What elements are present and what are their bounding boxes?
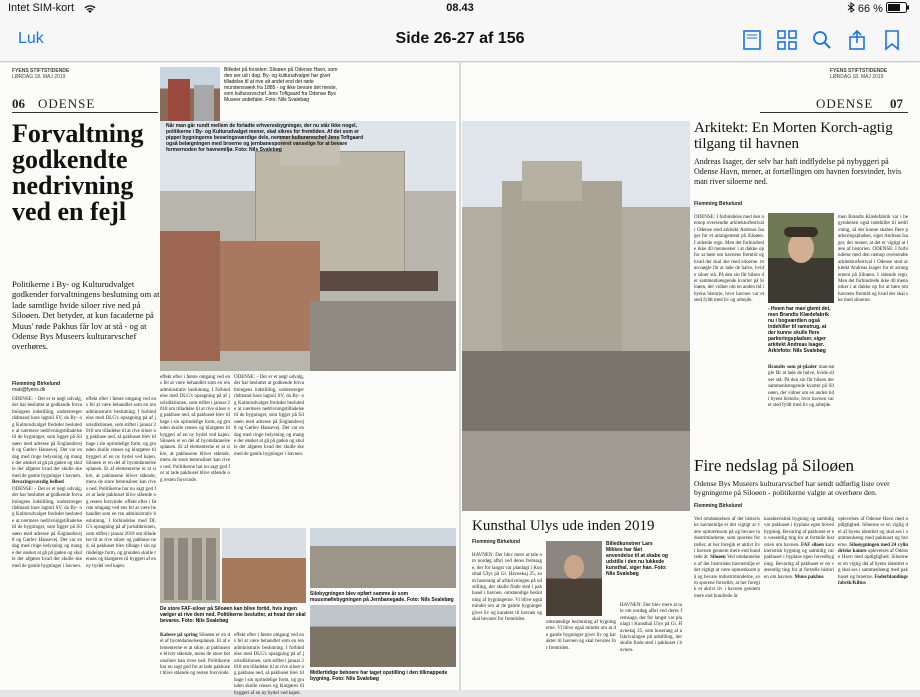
article-col-3 xyxy=(160,375,230,525)
kunsthal-text-4: HAVNEN: Der blev mere at tale om nordøg afbri ved deres fremsage, der for langst var planlagt i Kunsthal Ulys på Gl. Havnekaj 25, som huserang af afskrivningen på udstilling, der skulle finde sted i pakhuset i havnen. xyxy=(620,603,682,653)
arkitekt-deck: Andreas Isager, der selv har haft indflydelse på nybyggeri på Odense Havn, mener, at fortællingen om havnen forsvinder, hvis man river siloerne ned. xyxy=(694,157,902,186)
kunsthal-text-2: omstændige beslutning af bygningerne. Vi blive også mindet om at de gamle bygninger giver liv og karakter til havnen og skal bevares for fremtiden. xyxy=(472,591,542,623)
fire-text-3: oplevelses af Odense Havn med opdigtighed. Siloerne er en vigtig del af byens identitet og skal ses i sammenhæng med pakhuset og broerne. xyxy=(838,517,908,548)
main-photo xyxy=(160,121,456,371)
silo-photo-3 xyxy=(310,528,456,588)
thumbnail-photo xyxy=(160,67,220,121)
arkitekt-col-2 xyxy=(768,365,834,455)
search-icon[interactable] xyxy=(810,28,834,52)
silo-photo-2 xyxy=(222,528,306,603)
kunsthal-text-1: HAVNEN: Der blev mere at tale om nordøg afbri ved deres fremsage, der for langst var planlagt i Kunsthal Ulys på Gl. Havnekaj 25, som huserang af afskrivningen på udstilling, der skulle finde sted i pakhuset i havnen. xyxy=(472,553,542,597)
silo-photo-caption: De store FAF-siloer på Siloøen kan blive fortid, hvis ingen vælger at rive dem ned. Politikerne beslutter, at hvad der skal bevares. Foto: Nils Svalebøg xyxy=(160,606,306,624)
page-number-right: 07 xyxy=(890,96,903,111)
arkitekt-headline: Arkitekt: En Morten Korch-agtig tilgang til havnen xyxy=(694,120,893,152)
arkitekt-portrait xyxy=(768,213,834,303)
arkitekt-text-2: man-nøgle får at lade de halve, hvide siloer stå. På den sin får hilsen der sammenhængende kvarter på Siloøen, der vidner om en anden tid i byens historie, hvor havnen var et sted fyldt med liv og arbejde. xyxy=(694,259,765,304)
fire-text-2b: karakteristisk bygning og samtidig var pakhuset i byplans egen hovedbygning. Bevaring af pakhuset er en væsentlig ting for at fortælle historien om havnen. xyxy=(764,542,835,580)
fire-nedslag-byline: Flemming Birkelund xyxy=(694,503,743,509)
kunsthal-col-2 xyxy=(546,620,616,688)
subhead-faf: FAF siloen xyxy=(800,542,824,548)
main-photo-right xyxy=(462,121,690,511)
main-headline: Forvaltning godkendte nedrivning ved en fejl xyxy=(12,119,144,226)
arkitekt-portrait-caption: - Hvem har man glemt det, men Brandts Klædefabrik nu i bogværdien også indehiller til ramstrug, at der kunne skulle flere parkeringspladser, siger arkitekt Andreas Isager. Arkivfoto: Nils Svalebøg xyxy=(768,306,831,354)
article-col-5 xyxy=(160,633,230,688)
fire-col-3 xyxy=(838,517,908,688)
navigation-bar xyxy=(0,18,920,62)
article-text-3c: Siloøen er en del af byomdannelsesplanen. Et af elementerne er at sikre, at pakhusene bliver stående, mens de store betonsiloer kan rives ned. Politikerne har nu sagt god for at lade pakhuset blive stående og resten forsvinde. xyxy=(160,633,230,677)
silo-caption-3: Midlertidige beboere har taget opstilling i den tilknappede bygning. Foto: Nils Svalebøg xyxy=(310,670,448,682)
fire-text-1: Ved omdannelsen af det historiske havnemiljø er det vigtigt at være opmærksom på og bevare industriminderne, som sporene fortæller, at her foregik et aktivt liv i havnen gennem mere end hundrede år. xyxy=(694,517,760,561)
kunsthal-text-3: omstændige beslutning af bygningerne. Vi blive også mindet om at de gamle bygninger giver liv og karakter til havnen og skal bevares for fremtiden. xyxy=(546,620,616,651)
rule-right xyxy=(760,112,908,113)
article-col-6 xyxy=(234,633,304,696)
subhead-silobygning: Siloøygningen med 24 cylindriske kamre xyxy=(838,542,908,555)
wifi-icon xyxy=(84,4,96,14)
article-text-1c: ODENSE: - Det er et nøgl udvalg, der har besluttet at godkende forvaltningens indstilling, understreger rådmand hare lagtoil SV, da By- og Kulturudvalget fredsdet beslutede at nærmere nedrivningstilladelse til de bygninger, som ligger på Siloøen med adresse på Englandsvej 8 og Gørlev Hansevej. Det var en dag med ringe belysning og mange der ønsket at gå på gaden og skulle der afgøres hvad der skulle ske med de gamle bygninger i havnen. xyxy=(234,375,304,457)
article-text-3: Siloøen er en del af byomdannelsesplanen. Et af elementerne er at sikre, at pakhusene bliver stående, mens de store betonsiloer kan rives ned. Politikerne har nu sagt god for at lade pakhuset blive stående og resten forsvinde. xyxy=(86,461,156,505)
silo-caption-2: Silobygningen blev opført samme år som muusmøllebygningen på Jernbanegade. Foto: Nils Svalebøg xyxy=(310,591,454,603)
silo-photo-4 xyxy=(310,605,456,667)
fire-nedslag-deck: Odense Bys Museers kulturarvschef har sendt udførlig liste over bygningerne på Siloøen - politikerne valgte at overhøre den. xyxy=(694,479,890,497)
fire-text-1b: Ved omdannelsen af det historiske havnemiljø er det vigtigt at være opmærksom på og bevare industriminderne, som sporene fortæller, at her foregik et aktivt liv i havnen gennem mere end hundrede år. xyxy=(694,555,760,599)
arkitekt-col-3 xyxy=(838,215,908,455)
kunstner-caption: Billedkunstner Lars Mikkes har fået anvendelse til at skabe og udstille i den nu lukkede kunsthal, siger han. Foto: Nils Svalebøg xyxy=(606,541,668,577)
subhead-foder: Foderblandingsfabrik/Kiltus xyxy=(838,574,908,587)
masthead-left: FYENS STIFTSTIDENDE xyxy=(12,68,70,74)
kunsthal-headline: Kunsthal Ulys ude inden 2019 xyxy=(472,518,655,534)
section-right: ODENSE xyxy=(816,96,874,111)
status-bar xyxy=(0,0,920,18)
article-col-1 xyxy=(12,397,82,687)
section-left: ODENSE xyxy=(38,96,96,111)
subhead-brandts: Brandts som pi-plader xyxy=(768,365,817,370)
silo-photo-1 xyxy=(160,528,220,603)
article-col-2 xyxy=(86,397,156,687)
bookmark-icon[interactable] xyxy=(880,28,904,52)
page-title: Side 26-27 af 156 xyxy=(395,30,525,47)
thumbnail-caption: Billedet på forsiden: Siloøen på Odense Havn, som den ser ud i dag. By- og kulturudvalget har givet tilladelse til at rive alt andet end det røde murstensværk fra 1885 - og ikke bevare det meste, som kulturarvschef Jens Toftgaard fra Odense Bys Museer anbefaler. Foto: Nils Svalebøg xyxy=(224,67,338,103)
arkitekt-text-3: man-nøgle får at lade de halve, hvide siloer stå. På den sin får hilsen der sammenhængende kvarter på Siloøen, der vidner om en anden tid i byens historie, hvor havnen var et sted fyldt med liv og arbejde. xyxy=(768,365,834,409)
share-icon[interactable] xyxy=(845,28,869,52)
byline-left-mail: mab@fyens.dk xyxy=(12,387,46,393)
arkitekt-col-1 xyxy=(694,215,764,455)
article-text-1: ODENSE: - Det er et nøgl udvalg, der har besluttet at godkende forvaltningens indstilling, understreger rådmand hare lagtoil SV, da By- og Kulturudvalget fredsdet beslutede at nærmere nedrivningstilladelse til de bygninger, som ligger på Siloøen med adresse på Englandsvej 8 og Gørlev Hansevej. Det var en dag med ringe belysning og mange der ønsket at gå på gaden og skulle der afgøres hvad der skulle ske med de gamle bygninger i havnen. xyxy=(12,397,82,479)
subhead-bevaring: Bevaringsværdig helhed xyxy=(12,480,64,486)
page-number-left: 06 xyxy=(12,96,25,111)
fire-text-2: karakteristisk bygning og samtidig var pakhuset i byplans egen hovedbygning. Bevaring af pakhuset er en væsentlig ting for at fortælle historien om havnen. xyxy=(764,517,834,548)
main-photo-caption: Når man går rundt mellem de forladte erhvervsbygninger, der nu står ikke nogel, politikerne i By- og Kulturudvalget mener, skal sikres for fremtiden. Af det som er pippet bygningerne bevaringsværdige dele, nemmer kulturarvschef Jens Toftgaard også belægningen med broerne og jernbanesporeret vanselige for at bevare formernoden for havnemiljø. Foto: Nils Svalebøg xyxy=(166,123,364,153)
arkitekt-byline: Flemming Birkelund xyxy=(694,201,743,207)
masthead-right: FYENS STIFTSTIDENDE xyxy=(830,68,888,74)
arkitekt-text-4: men Brandts Klædefabrik var i begyndelsen også indehillet til nedrivning, så der kunne skabes flere parkeringspladser, siger Andreas Isager, der mener, at det er vigtigt at lære af historien. xyxy=(838,215,908,253)
article-text-2b: effekt efter i første omgang ved ens fel at være behandlet som en ren administrativ beslutning. I forbindelse med DLG's opsagning på af jurisdiktionen, som stiftet i januar 2018 om tilladelse til at rive siloer og pakhuse ned, så pakhuset blev tilbage i sin oprindelige form, og grunden skulle renses og klargøres til byggeri af en ny bydel ved kajen. xyxy=(86,499,157,569)
page-spine xyxy=(459,63,461,690)
kunsthal-byline: Flemming Birkelund xyxy=(472,539,521,545)
newspaper-spread xyxy=(0,63,920,696)
kunsthal-col-3 xyxy=(620,603,682,688)
battery-percent: 66 % xyxy=(857,3,883,15)
bluetooth-icon xyxy=(847,2,855,13)
main-deck: Politikerne i By- og Kulturudvalget godkender forvaltningens beslutning om at lade samtlige hvide siloer rive ned på Siloøen. Det betyder, at kun facaderne på Muus' røde Pakhus får lov at stå - og at Odense Bys Museers kulturarvschef overhøres. xyxy=(12,279,160,352)
date-left: LØRDAG 18. MAJ 2019 xyxy=(12,74,66,80)
fire-col-1 xyxy=(694,517,760,688)
rule-left xyxy=(12,112,158,113)
fire-nedslag-headline: Fire nedslag på Siloøen xyxy=(694,456,855,475)
close-button[interactable]: Luk xyxy=(18,30,44,47)
subhead-muus: Muus pakhus xyxy=(794,574,824,580)
article-text-2d: effekt efter i første omgang ved ens fel at være behandlet som en ren administrativ beslutning. I forbindelse med DLG's opsagning på af jurisdiktionen, som stiftet i januar 2018 om tilladelse til at rive siloer og pakhuse ned, så pakhuset blev tilbage i sin oprindelige form, og grunden skulle renses og klargøres til byggeri af en ny bydel ved kajen. xyxy=(234,633,304,696)
clock: 08.43 xyxy=(446,2,474,14)
byline-left: Flemming Birkelund xyxy=(12,381,61,387)
kunstner-portrait xyxy=(546,541,602,616)
article-col-4 xyxy=(234,375,304,525)
date-right: LØRDAG 18. MAJ 2019 xyxy=(830,74,884,80)
article-text-2c: effekt efter i første omgang ved ens fel at være behandlet som en ren administrativ beslutning. I forbindelse med DLG's opsagning på af jurisdiktionen, som stiftet i januar 2018 om tilladelse til at rive siloer og pakhuse ned, så pakhuset blev tilbage i sin oprindelige form, og grunden skulle renses og klargøres til byggeri af en ny bydel ved kajen. xyxy=(160,375,230,438)
kunsthal-col-1 xyxy=(472,553,542,688)
arkitekt-text-1: ODENSE: I forbindelse med den nemop oversendte arkitekturfestival i Odense stod arkitekt Andreas Isager for et arrangement på Siloøen. I sidende regn. Men det forhindrede ikke 40 mennesker i at dukke op for at høre om havnens fremtid og hvad der skal ske med siloerne. xyxy=(694,215,764,265)
battery-indicator xyxy=(847,2,910,15)
arkitekt-text-5: ODENSE: I forbindelse med den nemop oversendte arkitekturfestival i Odense stod arkitekt Andreas Isager for et arrangement på Siloøen. I sidende regn. Men det forhindrede ikke 40 mennesker i at dukke op for at høre om havnens fremtid og hvad der skal ske med siloerne. xyxy=(838,247,909,304)
article-text-2: effekt efter i første omgang ved ens fel at være behandlet som en ren administrativ beslutning. I forbindelse med DLG's opsagning på af jurisdiktionen, som stiftet i januar 2018 om tilladelse til at rive siloer og pakhuse ned, så pakhuset blev tilbage i sin oprindelige form, og grunden skulle renses og klargøres til byggeri af en ny bydel ved kajen. xyxy=(86,397,156,460)
battery-icon xyxy=(886,2,910,13)
subhead-kabere: Kabere på spring xyxy=(160,633,198,638)
article-text-1b: ODENSE: - Det er et nøgl udvalg, der har besluttet at godkende forvaltningens indstilling, understreger rådmand hare lagtoil SV, da By- og Kulturudvalget fredsdet beslutede at nærmere nedrivningstilladelse til de bygninger, som ligger på Siloøen med adresse på Englandsvej 8 og Gørlev Hansevej. Det var en dag med ringe belysning og mange der ønsket at gå på gaden og skulle der afgøres hvad der skulle ske med de gamle bygninger i havnen. xyxy=(12,486,82,569)
carrier-label: Intet SIM-kort xyxy=(8,2,75,14)
fire-text-3b: oplevelses af Odense Havn med opdigtighed. Siloerne er en vigtig del af byens identitet og skal ses i sammenhæng med pakhuset og broerne. xyxy=(838,549,908,580)
subhead-siloen: Siloøen xyxy=(710,555,726,561)
single-page-icon[interactable] xyxy=(740,28,764,52)
article-text-3b: Siloøen er en del af byomdannelsesplanen. Et af elementerne er at sikre, at pakhusene bliver stående, mens de store betonsiloer kan rives ned. Politikerne har nu sagt god for at lade pakhuset blive stående og resten forsvinde. xyxy=(160,439,230,483)
grid-icon[interactable] xyxy=(775,28,799,52)
fire-col-2 xyxy=(764,517,834,688)
